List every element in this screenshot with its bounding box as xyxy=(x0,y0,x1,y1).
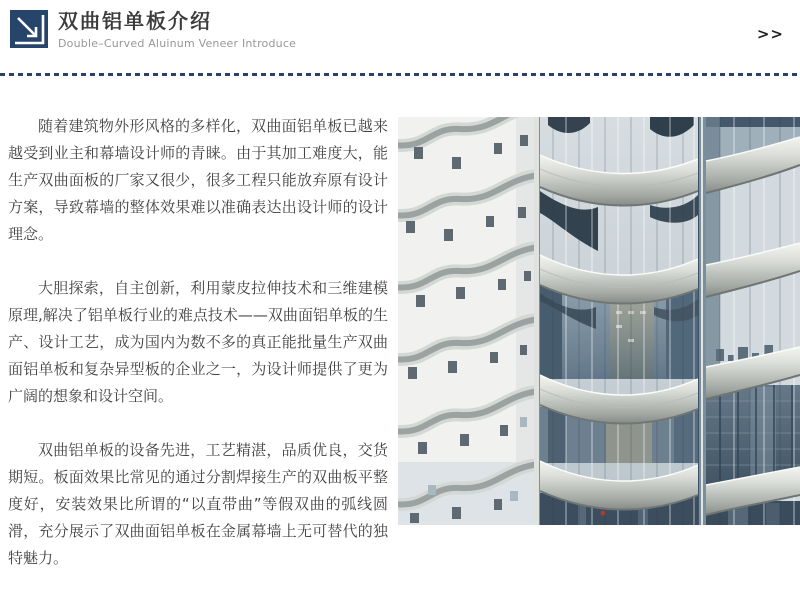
white-wavy-building xyxy=(398,117,540,525)
middle-glass-tower xyxy=(540,117,698,525)
intro-paragraph-3: 双曲铝单板的设备先进，工艺精湛，品质优良，交货期短。板面效果比常见的通过分割焊接生产的双曲板平整度好，安装效果比所谓的“以直带曲”等假双曲的弧线圆滑，充分展示了双曲面铝单板在金属幕墙上无可替代的独特魅力。 xyxy=(8,441,388,567)
intro-text-column xyxy=(8,113,388,599)
forward-arrows[interactable]: >> xyxy=(756,25,784,43)
header-title-block xyxy=(58,9,296,50)
intro-paragraph-2: 大胆探索，自主创新，利用蒙皮拉伸技术和三维建模原理,解决了铝单板行业的难点技术——双曲面铝单板的生产、设计工艺，成为国内为数不多的真正能批量生产双曲面铝单板和复杂异型板的企业之一，为设计师提供了更为广阔的想象和设计空间。 xyxy=(8,279,388,405)
dashed-divider xyxy=(0,73,800,76)
right-glass-tower xyxy=(706,117,800,525)
page-subtitle: Double–Curved Aluinum Veneer Introduce xyxy=(58,37,297,50)
intro-paragraph-1: 随着建筑物外形风格的多样化，双曲面铝单板已越来越受到业主和幕墙设计师的青睐。由于其加工难度大，能生产双曲面板的厂家又很少，很多工程只能放弃原有设计方案，导致幕墙的整体效果难以准确表达出设计师的设计理念。 xyxy=(8,117,388,243)
building-photo xyxy=(398,117,800,525)
building-photo-svg xyxy=(398,117,800,525)
corner-arrow-logo-icon xyxy=(10,10,48,48)
page-title: 双曲铝单板介绍 xyxy=(58,9,212,33)
